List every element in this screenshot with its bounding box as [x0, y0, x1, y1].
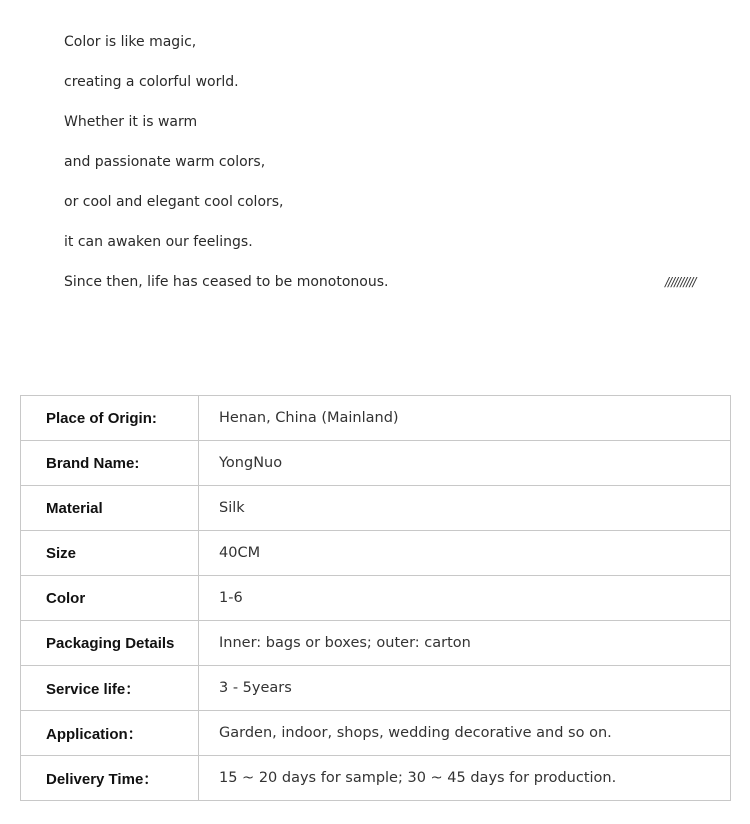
poem-line: it can awaken our feelings. [64, 234, 253, 250]
spec-value: Silk [199, 486, 731, 531]
spec-label: Application： [21, 711, 199, 756]
spec-value: 15 ~ 20 days for sample; 30 ~ 45 days for production. [199, 756, 731, 801]
spec-label: Service life： [21, 666, 199, 711]
table-row [21, 621, 731, 666]
poem-text-block [64, 30, 704, 310]
spec-label: Color [21, 576, 199, 621]
spec-value: Henan, China (Mainland) [199, 396, 731, 441]
spec-value: 1-6 [199, 576, 731, 621]
poem-line: Color is like magic, [64, 34, 197, 50]
spec-label: Material [21, 486, 199, 531]
poem-line: or cool and elegant cool colors, [64, 194, 284, 210]
spec-value: Garden, indoor, shops, wedding decorative and so on. [199, 711, 731, 756]
table-row [21, 576, 731, 621]
spec-value: Inner: bags or boxes; outer: carton [199, 621, 731, 666]
table-row [21, 396, 731, 441]
spec-value: 40CM [199, 531, 731, 576]
poem-line: and passionate warm colors, [64, 154, 266, 170]
product-spec-table [20, 395, 731, 801]
spec-label: Packaging Details [21, 621, 199, 666]
spec-value: 3 - 5years [199, 666, 731, 711]
table-row [21, 756, 731, 801]
poem-line: creating a colorful world. [64, 74, 239, 90]
table-row [21, 531, 731, 576]
table-row [21, 666, 731, 711]
table-row [21, 711, 731, 756]
spec-label: Delivery Time： [21, 756, 199, 801]
spec-label: Brand Name: [21, 441, 199, 486]
spec-label: Place of Origin: [21, 396, 199, 441]
spec-label: Size [21, 531, 199, 576]
table-row [21, 486, 731, 531]
slash-decoration: ////////// [665, 275, 696, 289]
poem-line: Since then, life has ceased to be monotonous. [64, 274, 389, 290]
table-row [21, 441, 731, 486]
poem-line: Whether it is warm [64, 114, 198, 130]
spec-value: YongNuo [199, 441, 731, 486]
